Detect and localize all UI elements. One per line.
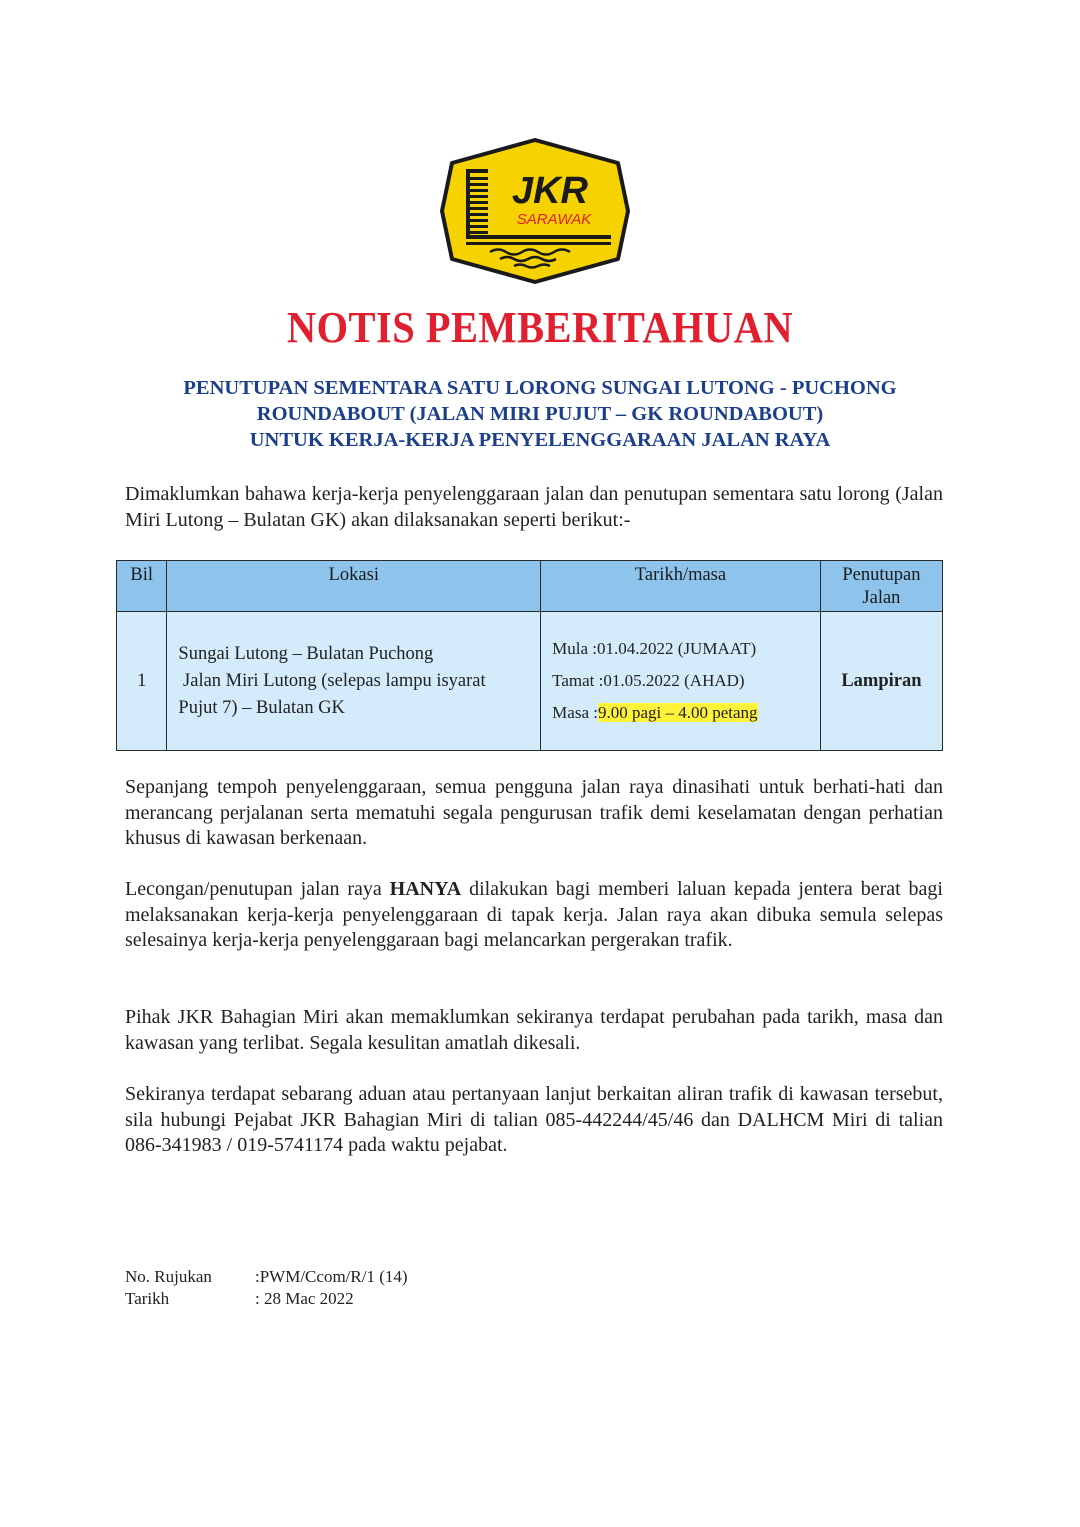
changes-paragraph: Pihak JKR Bahagian Miri akan memaklumkan sekiranya terdapat perubahan pada tarikh, masa dan kawasan yang terlibat. Segala kesulitan amatlah dikesali. <box>125 1006 943 1054</box>
reference-block <box>125 1266 408 1310</box>
header-bil: Bil <box>117 561 167 612</box>
reference-date-value: : 28 Mac 2022 <box>255 1289 354 1308</box>
header-lokasi: Lokasi <box>167 561 541 612</box>
reference-date-row <box>125 1288 408 1310</box>
intro-paragraph: Dimaklumkan bahawa kerja-kerja penyelenggaraan jalan dan penutupan sementara satu lorong (Jalan Miri Lutong – Bulatan GK) akan dilaksanakan seperti berikut:- <box>125 483 943 531</box>
lokasi-line: Pujut 7) – Bulatan GK <box>178 697 345 718</box>
jkr-sarawak-logo <box>438 137 632 285</box>
cell-penutupan <box>820 612 942 751</box>
lokasi-line: Sungai Lutong – Bulatan Puchong <box>178 643 434 664</box>
reference-number-row <box>125 1266 408 1288</box>
svg-text:SARAWAK: SARAWAK <box>516 211 592 228</box>
reference-number-label: No. Rujukan <box>125 1267 212 1286</box>
subtitle-line: PENUTUPAN SEMENTARA SATU LORONG SUNGAI LUTONG - PUCHONG <box>183 377 897 399</box>
end-date: Tamat :01.05.2022 (AHAD) <box>552 671 745 690</box>
svg-text:JKR: JKR <box>511 170 589 212</box>
reference-number-value: :PWM/Ccom/R/1 (14) <box>255 1267 408 1286</box>
header-tarikh: Tarikh/masa <box>541 561 821 612</box>
start-date: Mula :01.04.2022 (JUMAAT) <box>552 639 757 658</box>
contact-paragraph: Sekiranya terdapat sebarang aduan atau pertanyaan lanjut berkaitan aliran trafik di kawasan tersebut, sila hubungi Pejabat JKR Bahagian Miri di talian 085-442244/45/46 dan DALHCM Miri di talian 086-341983 / 019-5741174 pada waktu pejabat. <box>125 1083 943 1157</box>
closure-text-start: Lecongan/penutupan jalan raya <box>125 878 390 900</box>
closure-paragraph <box>125 877 943 954</box>
closure-emphasis: HANYA <box>389 878 462 900</box>
time-value-highlighted: 9.00 pagi – 4.00 petang <box>597 703 758 722</box>
time-range <box>552 697 819 729</box>
penutupan-value: Lampiran <box>841 670 922 691</box>
notice-subtitle <box>140 375 940 453</box>
subtitle-line: UNTUK KERJA-KERJA PENYELENGGARAAN JALAN RAYA <box>249 429 831 451</box>
cell-tarikh <box>541 612 821 751</box>
cell-lokasi <box>167 612 541 751</box>
table-header-row <box>117 561 943 612</box>
advice-paragraph: Sepanjang tempoh penyelenggaraan, semua pengguna jalan raya dinasihati untuk berhati-hati dan merancang perjalanan serta mematuhi segala pengurusan trafik demi keselamatan dengan perhatian khusus di kawasan berkenaan. <box>125 776 943 850</box>
cell-bil: 1 <box>117 612 167 751</box>
reference-date-label: Tarikh <box>125 1289 170 1308</box>
notice-title: NOTIS PEMBERITAHUAN <box>286 303 794 352</box>
schedule-table <box>116 560 943 751</box>
closure-text-end: dilakukan bagi memberi laluan kepada jentera berat bagi melaksanakan kerja-kerja penyelenggaraan di tapak kerja. Jalan raya akan dibuka semula selepas selesainya kerja-kerja penyelenggaraan bagi melancarkan pergerakan trafik. <box>125 878 943 952</box>
subtitle-line: ROUNDABOUT (JALAN MIRI PUJUT – GK ROUNDABOUT) <box>256 403 824 425</box>
lokasi-line: Jalan Miri Lutong (selepas lampu isyarat <box>178 670 486 691</box>
table-row <box>117 612 943 751</box>
header-penutupan: Penutupan Jalan <box>820 561 942 612</box>
time-label: Masa : <box>552 703 598 722</box>
